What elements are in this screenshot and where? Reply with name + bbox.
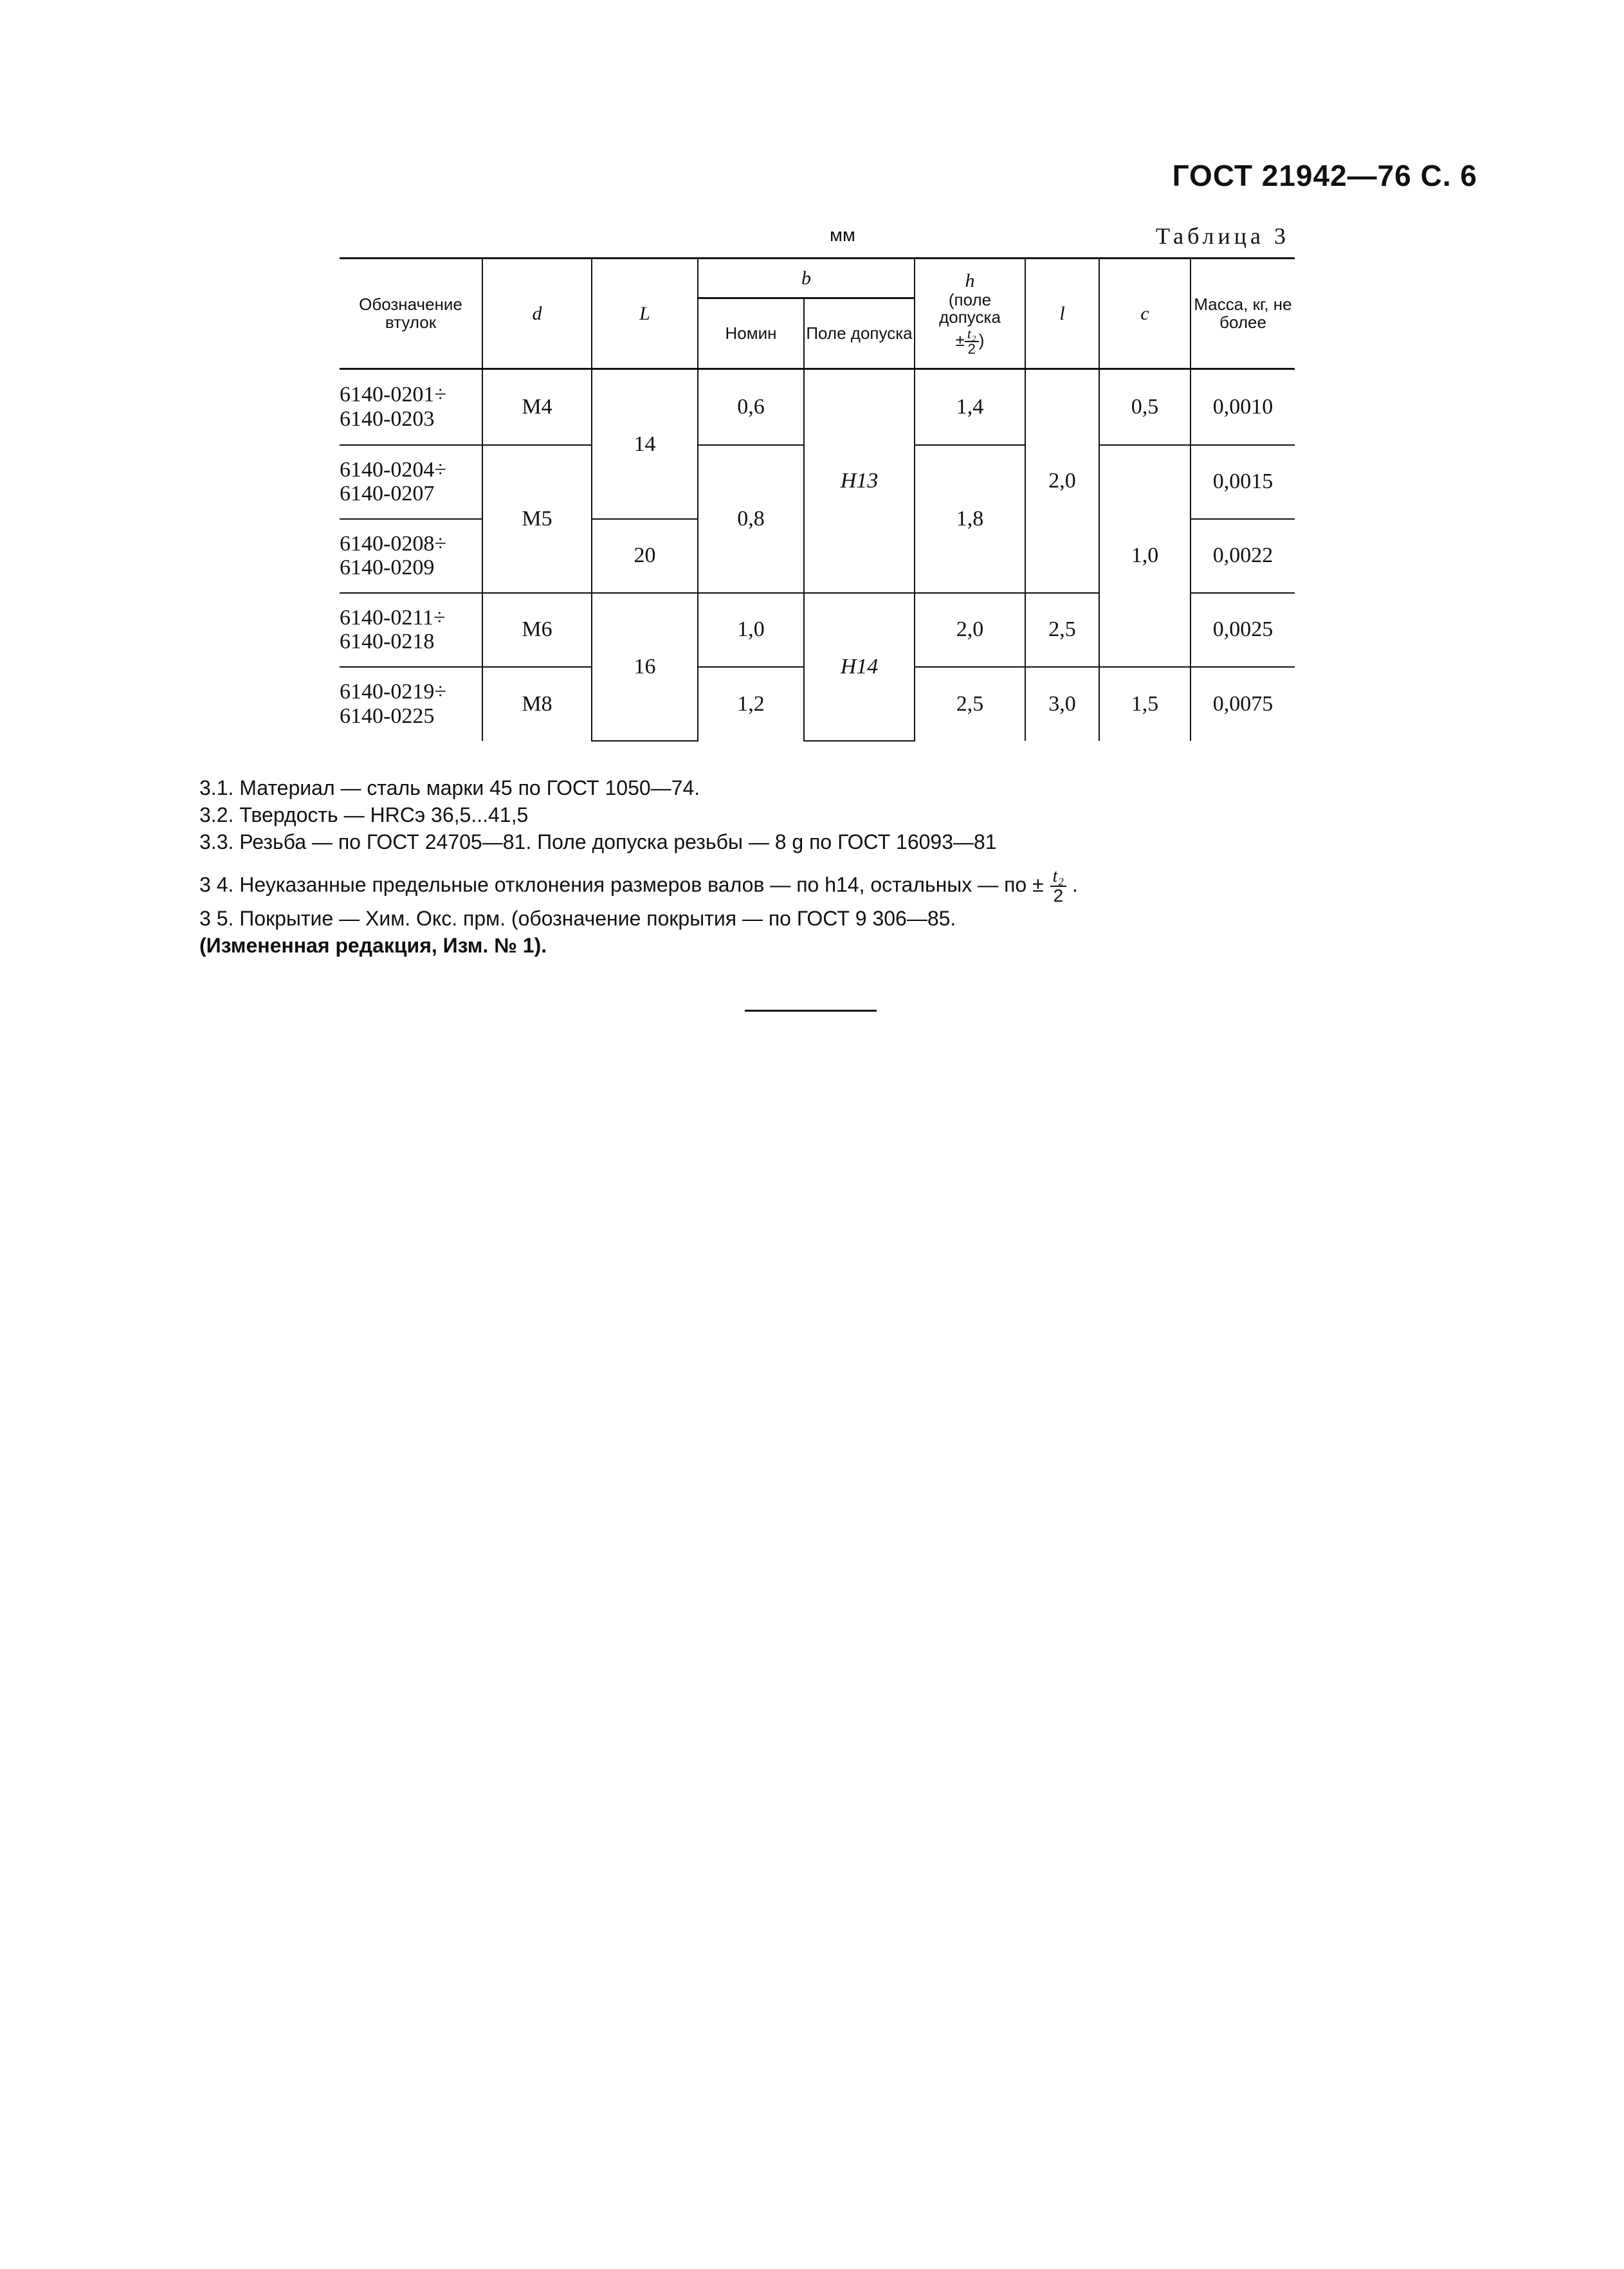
- header-d: [482, 259, 592, 369]
- cell-designation: 6140-0219÷ 6140-0225: [340, 680, 446, 728]
- cell-b-tol-text: H14: [840, 654, 879, 679]
- table-label: Таблица 3: [1156, 223, 1290, 249]
- note-3-4-den: 2: [1053, 885, 1064, 906]
- cell-mass: 0,0022: [1191, 519, 1295, 593]
- notes: [199, 774, 1357, 959]
- cell-b-tol-text: H13: [840, 469, 879, 493]
- cell-d: М5: [482, 445, 592, 593]
- cell-d: М8: [482, 667, 592, 741]
- header-L-text: L: [639, 302, 650, 324]
- page-header: ГОСТ 21942—76 С. 6: [1172, 159, 1477, 192]
- cell-h: 2,0: [915, 593, 1025, 667]
- cell-c: 1,0: [1099, 445, 1191, 667]
- header-l: [1025, 259, 1099, 369]
- cell-h: 1,8: [915, 445, 1025, 593]
- header-designation: Обозначение втулок: [340, 259, 482, 369]
- note-3-4: [199, 868, 1357, 905]
- note-3-3: 3.3. Резьба — по ГОСТ 24705—81. Поле допуска резьбы — 8 g по ГОСТ 16093—81: [199, 830, 997, 854]
- cell-c: 1,5: [1099, 667, 1191, 741]
- cell-mass: 0,0025: [1191, 593, 1295, 667]
- cell-b-tol: [804, 369, 915, 593]
- header-h-close: ): [978, 330, 985, 350]
- header-b-text: b: [801, 267, 811, 289]
- header-h-den: 2: [967, 340, 976, 357]
- note-3-5: 3 5. Покрытие — Хим. Окс. прм. (обозначение покрытия — по ГОСТ 9 306—85.: [199, 906, 956, 930]
- header-h-symbol: h: [965, 270, 975, 292]
- cell-h: 1,4: [915, 369, 1025, 445]
- header-h-num: t₂: [965, 327, 979, 342]
- cell-l: 3,0: [1025, 667, 1099, 741]
- header-l-text: l: [1059, 302, 1065, 324]
- cell-L: 14: [592, 369, 698, 519]
- cell-b-nom: 0,6: [698, 369, 804, 445]
- header-h-line2: (поле: [948, 289, 992, 309]
- cell-b-nom: 0,8: [698, 445, 804, 593]
- header-h-fraction: [965, 327, 979, 356]
- cell-designation: 6140-0204÷ 6140-0207: [340, 445, 482, 519]
- header-c: [1099, 259, 1191, 369]
- cell-h: 2,5: [915, 667, 1025, 741]
- cell-designation: 6140-0201÷ 6140-0203: [340, 369, 482, 445]
- cell-b-nom: 1,0: [698, 593, 804, 667]
- cell-mass: 0,0010: [1191, 369, 1295, 445]
- cell-d: М4: [482, 369, 592, 445]
- note-3-2: 3.2. Твердость — HRCэ 36,5...41,5: [199, 803, 529, 827]
- header-b: [698, 259, 915, 298]
- cell-designation: 6140-0208÷ 6140-0209: [340, 519, 482, 593]
- cell-L: 16: [592, 593, 698, 741]
- cell-b-tol: [804, 593, 915, 741]
- data-table: [340, 257, 1295, 742]
- cell-designation: 6140-0211÷ 6140-0218: [340, 593, 482, 667]
- header-d-text: d: [532, 302, 542, 324]
- header-h: [915, 259, 1025, 369]
- header-L: [592, 259, 698, 369]
- cell-l: 2,0: [1025, 369, 1099, 593]
- header-mass: Масса, кг, не более: [1191, 259, 1295, 369]
- note-3-4-text: 3 4. Неуказанные предельные отклонения размеров валов — по h14, остальных — по ±: [199, 873, 1044, 897]
- header-c-text: c: [1140, 302, 1149, 324]
- header-h-line3: допуска: [939, 307, 1001, 327]
- note-3-4-fraction: [1050, 868, 1067, 905]
- note-3-1: 3.1. Материал — сталь марки 45 по ГОСТ 1050—74.: [199, 776, 700, 799]
- header-b-tol: Поле допуска: [804, 298, 915, 369]
- cell-L: 20: [592, 519, 698, 593]
- cell-c: 0,5: [1099, 369, 1191, 445]
- note-3-4-end: .: [1072, 873, 1078, 897]
- cell-mass: 0,0015: [1191, 445, 1295, 519]
- amendment-note: (Измененная редакция, Изм. № 1).: [199, 933, 547, 957]
- header-b-nom: Номин: [698, 298, 804, 369]
- note-3-4-num: t₂: [1050, 868, 1067, 887]
- header-h-pm: ±: [955, 330, 965, 350]
- cell-l: 2,5: [1025, 593, 1099, 667]
- table-wrapper: [340, 257, 1295, 742]
- end-rule: [745, 1010, 877, 1012]
- cell-b-nom: 1,2: [698, 667, 804, 741]
- table-unit: мм: [830, 225, 855, 246]
- cell-d: М6: [482, 593, 592, 667]
- cell-mass: 0,0075: [1191, 667, 1295, 741]
